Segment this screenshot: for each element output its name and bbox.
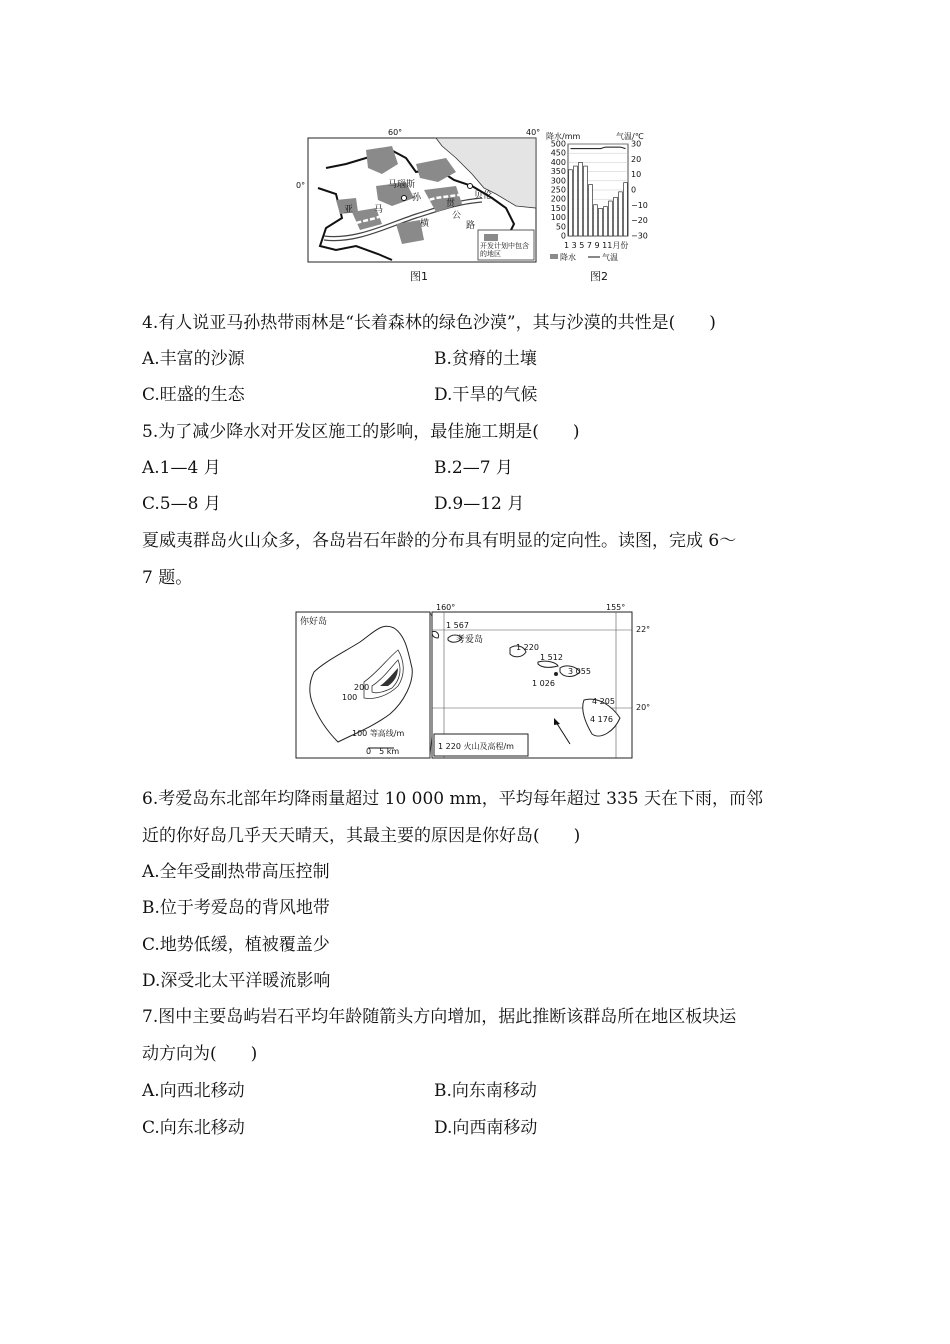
volcano-1567: 1 567: [446, 621, 469, 630]
q7-stem-line2: 动方向为( ): [142, 1044, 258, 1064]
q6-option-a[interactable]: A.全年受副热带高压控制: [142, 862, 330, 882]
q5-option-d[interactable]: D.9—12 月: [434, 494, 525, 514]
volcano-3055: 3 055: [568, 667, 591, 676]
road-char-7: 路: [466, 221, 476, 231]
inset-title: 你好岛: [300, 617, 328, 627]
precip-bar: [609, 201, 613, 236]
left-tick-label: 450: [550, 148, 566, 158]
right-tick-label: 30: [631, 139, 642, 149]
lat20-label: 20°: [636, 703, 651, 712]
right-tick-label: 10: [631, 170, 642, 180]
left-tick-label: 500: [550, 139, 566, 149]
manaus-label: 马瑙斯: [388, 180, 416, 190]
intro-line2: 7 题。: [142, 568, 193, 588]
road-char-1: 亚: [344, 205, 354, 215]
precip-bar: [569, 170, 573, 236]
left-tick-label: 50: [555, 222, 566, 232]
left-tick-label: 350: [550, 167, 566, 177]
figure2-caption: 图2: [590, 270, 608, 283]
right-tick-label: −30: [631, 231, 648, 241]
precip-bar: [614, 197, 618, 236]
precip-bar: [599, 208, 603, 236]
precip-bar: [589, 184, 593, 236]
precip-bar: [604, 207, 608, 236]
road-char-5: 贯: [446, 199, 456, 209]
q5-option-a[interactable]: A.1—4 月: [142, 458, 221, 478]
precip-bar: [574, 166, 578, 236]
left-tick-label: 200: [550, 194, 566, 204]
volcano-4176: 4 176: [590, 715, 613, 724]
right-tick-label: −10: [631, 200, 648, 210]
right-axis-title: 气温/℃: [616, 132, 644, 141]
x-ticks: 1 3 5 7 9 11月份: [564, 241, 629, 250]
legend-swatch: [484, 234, 498, 241]
figure2-climate-chart: [544, 130, 654, 266]
contour-100-label: 100: [342, 693, 358, 702]
volcano-1512: 1 512: [540, 653, 563, 662]
contour-200-label: 200: [354, 683, 370, 692]
left-axis-title: 降水/mm: [546, 132, 581, 141]
temp-legend: 气温: [602, 253, 618, 262]
belem-label: 贝伦: [474, 191, 493, 201]
q6-stem-line1: 6.考爱岛东北部年均降雨量超过 10 000 mm，平均每年超过 335 天在下雨，而邻: [142, 789, 764, 809]
q4-stem: 4.有人说亚马孙热带雨林是“长着森林的绿色沙漠”，其与沙漠的共性是( ): [142, 313, 716, 333]
q4-option-c[interactable]: C.旺盛的生态: [142, 385, 245, 405]
q6-option-d[interactable]: D.深受北太平洋暖流影响: [142, 971, 331, 991]
figure1-map: [296, 128, 542, 268]
left-tick-label: 250: [550, 185, 566, 195]
road-char-2: 马: [374, 205, 384, 215]
precip-bar: [579, 162, 583, 236]
right-tick-label: 20: [631, 154, 642, 164]
precip-bar: [594, 205, 598, 236]
q6-option-c[interactable]: C.地势低缓，植被覆盖少: [142, 935, 330, 955]
q4-option-a[interactable]: A.丰富的沙源: [142, 349, 245, 369]
left-tick-label: 300: [550, 176, 566, 186]
q5-stem: 5.为了减少降水对开发区施工的影响，最佳施工期是( ): [142, 422, 580, 442]
q5-option-b[interactable]: B.2—7 月: [434, 458, 513, 478]
precip-bar: [584, 166, 588, 236]
figure3-hawaii-map: [294, 602, 666, 762]
lon60-label: 60°: [388, 128, 403, 137]
lat22-label: 22°: [636, 625, 651, 634]
volcano-1220: 1 220: [516, 643, 539, 652]
q7-option-c[interactable]: C.向东北移动: [142, 1118, 245, 1138]
q7-option-b[interactable]: B.向东南移动: [434, 1081, 537, 1101]
q7-option-d[interactable]: D.向西南移动: [434, 1118, 538, 1138]
road-char-6: 公: [452, 211, 462, 221]
lon160-label: 160°: [436, 603, 456, 612]
q4-option-d[interactable]: D.干旱的气候: [434, 385, 538, 405]
q5-option-c[interactable]: C.5—8 月: [142, 494, 221, 514]
q4-option-b[interactable]: B.贫瘠的土壤: [434, 349, 537, 369]
precip-legend: 降水: [560, 253, 576, 262]
left-tick-label: 0: [560, 231, 566, 241]
figure1-caption: 图1: [410, 270, 428, 283]
q7-stem-line1: 7.图中主要岛屿岩石平均年龄随箭头方向增加，据此推断该群岛所在地区板块运: [142, 1007, 737, 1027]
q6-option-b[interactable]: B.位于考爱岛的背风地带: [142, 898, 330, 918]
intro-line1: 夏威夷群岛火山众多，各岛岩石年龄的分布具有明显的定向性。读图，完成 6～: [142, 531, 737, 551]
q6-stem-line2: 近的你好岛几乎天天晴天，其最主要的原因是你好岛( ): [142, 826, 581, 846]
left-tick-label: 400: [550, 157, 566, 167]
precip-bar: [619, 192, 623, 236]
right-tick-label: 0: [631, 185, 637, 195]
lon155-label: 155°: [606, 603, 626, 612]
left-tick-label: 150: [550, 203, 566, 213]
volcano-legend: 1 220 火山及高程/m: [438, 742, 514, 751]
volcano-4205: 4 205: [592, 697, 615, 706]
lat0-label: 0°: [296, 181, 306, 190]
volcano-1026: 1 026: [532, 679, 555, 688]
scale-label: 0 5 km: [366, 747, 400, 756]
lon40-label: 40°: [526, 128, 541, 137]
left-tick-label: 100: [550, 213, 566, 223]
contour-legend: 100 等高线/m: [352, 729, 405, 738]
precip-legend-swatch: [550, 254, 558, 259]
q7-option-a[interactable]: A.向西北移动: [142, 1081, 245, 1101]
road-char-4: 横: [420, 219, 430, 229]
kauai-label: 考爱岛: [456, 635, 484, 645]
map-legend-text: 开发计划中包含的地区: [480, 242, 529, 258]
precip-bar: [624, 183, 628, 236]
right-tick-label: −20: [631, 216, 648, 226]
road-char-3: 孙: [412, 193, 422, 203]
